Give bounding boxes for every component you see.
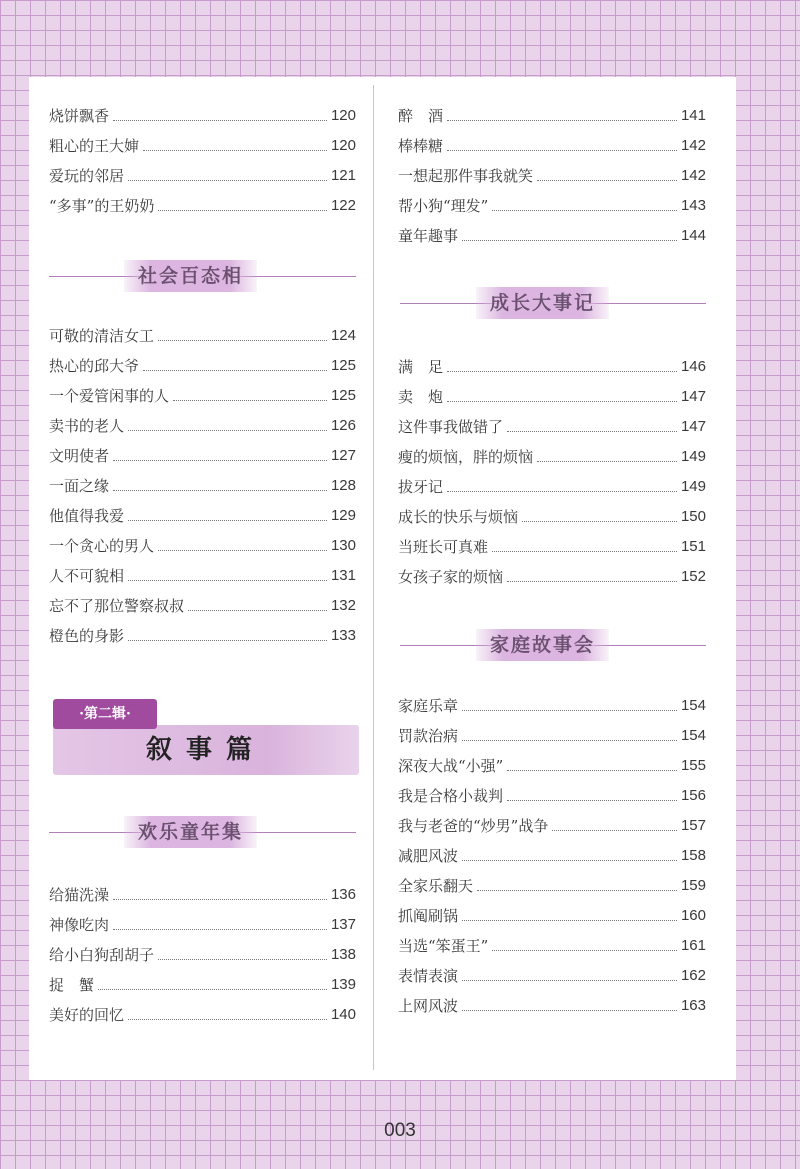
- dot-leader: [113, 489, 327, 491]
- entry-title: 一个爱管闲事的人: [49, 387, 170, 405]
- entry-title: 女孩子家的烦恼: [398, 568, 504, 586]
- entry-title: 橙色的身影: [49, 627, 125, 645]
- toc-entry[interactable]: [398, 721, 706, 745]
- toc-entry[interactable]: [398, 131, 706, 155]
- entry-title: 这件事我做错了: [398, 418, 504, 436]
- toc-entry[interactable]: [49, 191, 356, 215]
- entry-title: 神像吃肉: [49, 916, 110, 934]
- dot-leader: [158, 549, 327, 551]
- entry-page: 161: [680, 937, 706, 954]
- entry-title: 人不可貌相: [49, 567, 125, 585]
- entry-title: 热心的邱大爷: [49, 357, 140, 375]
- entry-title: 棒棒糖: [398, 137, 444, 155]
- dot-leader: [128, 179, 327, 181]
- entry-title: 罚款治病: [398, 727, 459, 745]
- entry-title: 我与老爸的“炒男”战争: [398, 817, 549, 835]
- toc-entry[interactable]: [398, 871, 706, 895]
- toc-entry[interactable]: [398, 931, 706, 955]
- entry-page: 120: [330, 107, 356, 124]
- entry-title: 成长的快乐与烦恼: [398, 508, 519, 526]
- entry-title: 粗心的王大婶: [49, 137, 140, 155]
- toc-entry[interactable]: [49, 101, 356, 125]
- dot-leader: [552, 829, 677, 831]
- entry-title: “多事”的王奶奶: [49, 197, 155, 215]
- entry-title: 醉 酒: [398, 107, 444, 125]
- part-title: 叙事篇: [145, 735, 266, 765]
- dot-leader: [447, 400, 677, 402]
- toc-entry[interactable]: [398, 101, 706, 125]
- entry-page: 162: [680, 967, 706, 984]
- entry-page: 158: [680, 847, 706, 864]
- entry-title: 烧饼飘香: [49, 107, 110, 125]
- entry-page: 156: [680, 787, 706, 804]
- entry-page: 147: [680, 388, 706, 405]
- toc-entry[interactable]: [49, 131, 356, 155]
- toc-entry[interactable]: [49, 621, 356, 645]
- toc-entry[interactable]: [49, 321, 356, 345]
- dot-leader: [143, 369, 327, 371]
- toc-entry[interactable]: [398, 221, 706, 245]
- dot-leader: [447, 119, 677, 121]
- dot-leader: [462, 919, 677, 921]
- toc-entry[interactable]: [398, 562, 706, 586]
- toc-entry[interactable]: [49, 531, 356, 555]
- toc-entry[interactable]: [398, 161, 706, 185]
- entry-title: 给小白狗刮胡子: [49, 946, 155, 964]
- entry-title: 当选“笨蛋王”: [398, 937, 489, 955]
- entry-page: 154: [680, 727, 706, 744]
- section-header-growth: [400, 287, 706, 321]
- toc-entry[interactable]: [49, 381, 356, 405]
- dot-leader: [158, 339, 327, 341]
- entry-page: 152: [680, 568, 706, 585]
- dot-leader: [507, 769, 677, 771]
- entry-page: 121: [330, 167, 356, 184]
- entry-page: 138: [330, 946, 356, 963]
- entry-title: 爱玩的邻居: [49, 167, 125, 185]
- entry-page: 127: [330, 447, 356, 464]
- entry-page: 129: [330, 507, 356, 524]
- part-title-banner: [53, 725, 359, 775]
- entry-title: 一想起那件事我就笑: [398, 167, 534, 185]
- toc-entry[interactable]: [49, 561, 356, 585]
- entry-page: 151: [680, 538, 706, 555]
- dot-leader: [462, 709, 677, 711]
- toc-entry[interactable]: [398, 991, 706, 1015]
- toc-entry[interactable]: [398, 691, 706, 715]
- toc-entry[interactable]: [49, 1000, 356, 1024]
- entry-page: 131: [330, 567, 356, 584]
- dot-leader: [158, 209, 327, 211]
- entry-page: 146: [680, 358, 706, 375]
- entry-page: 140: [330, 1006, 356, 1023]
- dot-leader: [143, 149, 327, 151]
- toc-entry[interactable]: [398, 811, 706, 835]
- column-divider: [373, 85, 374, 1070]
- toc-entry[interactable]: [398, 472, 706, 496]
- entry-page: 159: [680, 877, 706, 894]
- entry-page: 142: [680, 137, 706, 154]
- entry-title: 忘不了那位警察叔叔: [49, 597, 185, 615]
- entry-page: 142: [680, 167, 706, 184]
- dot-leader: [128, 1018, 327, 1020]
- entry-page: 125: [330, 387, 356, 404]
- section-header-social: [49, 260, 356, 294]
- dot-leader: [173, 399, 327, 401]
- toc-entry[interactable]: [398, 841, 706, 865]
- entry-title: 童年趣事: [398, 227, 459, 245]
- entry-page: 122: [330, 197, 356, 214]
- page-number: 003: [384, 1120, 416, 1141]
- entry-title: 一面之缘: [49, 477, 110, 495]
- entry-title: 抓阄刷锅: [398, 907, 459, 925]
- toc-entry[interactable]: [49, 880, 356, 904]
- section-title: 家庭故事会: [476, 629, 609, 661]
- dot-leader: [128, 519, 327, 521]
- entry-page: 155: [680, 757, 706, 774]
- entry-page: 157: [680, 817, 706, 834]
- entry-title: 减肥风波: [398, 847, 459, 865]
- section-title: 社会百态相: [124, 260, 257, 292]
- entry-page: 143: [680, 197, 706, 214]
- dot-leader: [492, 209, 677, 211]
- entry-title: 卖 炮: [398, 388, 444, 406]
- section-header-family: [400, 629, 706, 663]
- entry-title: 捉 蟹: [49, 976, 95, 994]
- toc-entry[interactable]: [398, 901, 706, 925]
- entry-page: 128: [330, 477, 356, 494]
- entry-title: 帮小狗“理发”: [398, 197, 489, 215]
- dot-leader: [462, 979, 677, 981]
- dot-leader: [462, 859, 677, 861]
- toc-entry[interactable]: [49, 910, 356, 934]
- entry-title: 文明使者: [49, 447, 110, 465]
- toc-entry[interactable]: [49, 940, 356, 964]
- dot-leader: [447, 490, 677, 492]
- entry-page: 139: [330, 976, 356, 993]
- dot-leader: [128, 639, 327, 641]
- toc-entry[interactable]: [398, 352, 706, 376]
- entry-page: 149: [680, 478, 706, 495]
- toc-entry[interactable]: [398, 382, 706, 406]
- dot-leader: [462, 239, 677, 241]
- part-badge-label: ·第二辑·: [79, 706, 131, 722]
- entry-title: 他值得我爱: [49, 507, 125, 525]
- entry-page: 124: [330, 327, 356, 344]
- entry-title: 瘦的烦恼，胖的烦恼: [398, 448, 534, 466]
- dot-leader: [158, 958, 327, 960]
- dot-leader: [507, 799, 677, 801]
- dot-leader: [128, 429, 327, 431]
- entry-page: 163: [680, 997, 706, 1014]
- toc-entry[interactable]: [49, 411, 356, 435]
- dot-leader: [113, 459, 327, 461]
- dot-leader: [447, 149, 677, 151]
- entry-page: 132: [330, 597, 356, 614]
- entry-title: 满 足: [398, 358, 444, 376]
- entry-page: 144: [680, 227, 706, 244]
- dot-leader: [477, 889, 677, 891]
- dot-leader: [537, 179, 677, 181]
- dot-leader: [128, 579, 327, 581]
- dot-leader: [492, 550, 677, 552]
- entry-title: 深夜大战“小强”: [398, 757, 504, 775]
- entry-page: 147: [680, 418, 706, 435]
- entry-title: 卖书的老人: [49, 417, 125, 435]
- toc-entry[interactable]: [398, 961, 706, 985]
- section-title: 成长大事记: [476, 287, 609, 319]
- dot-leader: [537, 460, 677, 462]
- section-title: 欢乐童年集: [124, 816, 257, 848]
- entry-page: 137: [330, 916, 356, 933]
- dot-leader: [462, 1009, 677, 1011]
- part-badge: [53, 699, 157, 729]
- entry-title: 拔牙记: [398, 478, 444, 496]
- entry-title: 给猫洗澡: [49, 886, 110, 904]
- entry-title: 家庭乐章: [398, 697, 459, 715]
- toc-entry[interactable]: [49, 970, 356, 994]
- entry-page: 120: [330, 137, 356, 154]
- entry-title: 上网风波: [398, 997, 459, 1015]
- toc-entry[interactable]: [49, 591, 356, 615]
- toc-entry[interactable]: [49, 441, 356, 465]
- dot-leader: [507, 430, 677, 432]
- section-header-childhood: [49, 816, 356, 850]
- toc-entry[interactable]: [398, 532, 706, 556]
- entry-page: 126: [330, 417, 356, 434]
- entry-title: 当班长可真难: [398, 538, 489, 556]
- toc-entry[interactable]: [49, 471, 356, 495]
- entry-page: 136: [330, 886, 356, 903]
- toc-entry[interactable]: [398, 191, 706, 215]
- dot-leader: [113, 119, 327, 121]
- entry-title: 可敬的清洁女工: [49, 327, 155, 345]
- toc-entry[interactable]: [49, 501, 356, 525]
- entry-title: 我是合格小裁判: [398, 787, 504, 805]
- dot-leader: [447, 370, 677, 372]
- entry-title: 美好的回忆: [49, 1006, 125, 1024]
- toc-panel: [29, 77, 736, 1080]
- entry-page: 130: [330, 537, 356, 554]
- dot-leader: [113, 898, 327, 900]
- toc-entry[interactable]: [398, 781, 706, 805]
- toc-entry[interactable]: [49, 161, 356, 185]
- entry-page: 125: [330, 357, 356, 374]
- dot-leader: [507, 580, 677, 582]
- entry-title: 全家乐翻天: [398, 877, 474, 895]
- entry-title: 表情表演: [398, 967, 459, 985]
- entry-page: 154: [680, 697, 706, 714]
- entry-page: 149: [680, 448, 706, 465]
- toc-entry[interactable]: [398, 502, 706, 526]
- toc-entry[interactable]: [398, 751, 706, 775]
- dot-leader: [113, 928, 327, 930]
- dot-leader: [522, 520, 677, 522]
- dot-leader: [98, 988, 327, 990]
- entry-title: 一个贪心的男人: [49, 537, 155, 555]
- entry-page: 150: [680, 508, 706, 525]
- entry-page: 160: [680, 907, 706, 924]
- toc-entry[interactable]: [49, 351, 356, 375]
- dot-leader: [462, 739, 677, 741]
- toc-entry[interactable]: [398, 442, 706, 466]
- toc-entry[interactable]: [398, 412, 706, 436]
- entry-page: 133: [330, 627, 356, 644]
- entry-page: 141: [680, 107, 706, 124]
- dot-leader: [188, 609, 327, 611]
- dot-leader: [492, 949, 677, 951]
